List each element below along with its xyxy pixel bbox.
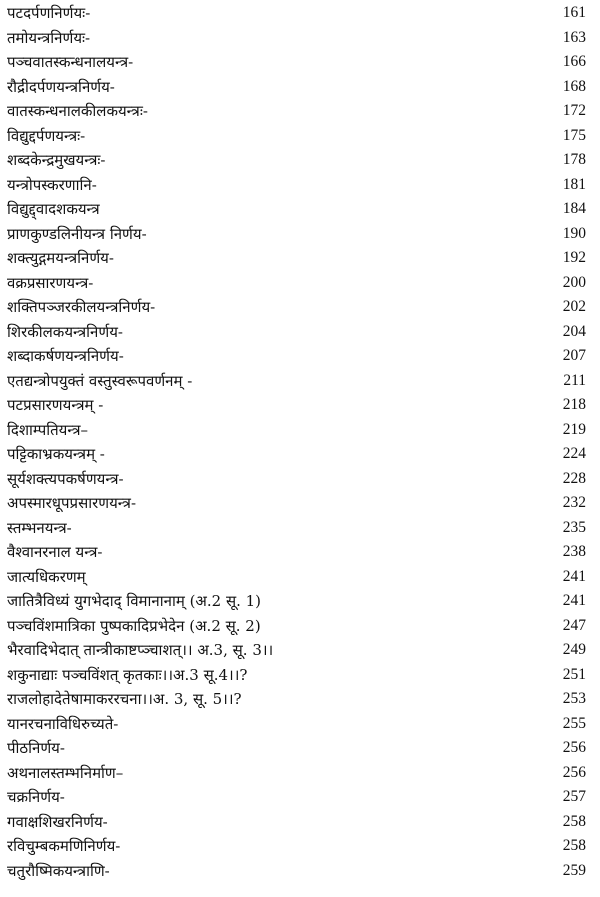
toc-entry xyxy=(0,565,600,590)
toc-entry xyxy=(0,124,600,149)
entry-page-number: 241 xyxy=(562,592,586,609)
entry-page-number: 256 xyxy=(562,739,586,756)
entry-title: राजलोहादेतेषामाकररचना।।अ. 3, सू. 5।।? xyxy=(7,690,242,708)
entry-title: रौद्रीदर्पणयन्त्रनिर्णय- xyxy=(7,77,115,96)
entry-page-number: 161 xyxy=(562,4,586,21)
toc-entry xyxy=(0,712,600,737)
entry-page-number: 247 xyxy=(562,616,586,634)
entry-page-number: 175 xyxy=(562,126,586,144)
entry-page-number: 192 xyxy=(562,249,586,266)
entry-title: तमोयन्त्रनिर्णयः- xyxy=(7,28,91,47)
entry-page-number: 181 xyxy=(562,175,586,193)
entry-page-number: 255 xyxy=(562,714,586,732)
entry-page-number: 200 xyxy=(562,273,586,291)
toc-entry xyxy=(0,663,600,688)
entry-title: चक्रनिर्णय- xyxy=(7,788,65,806)
toc-entry xyxy=(0,491,600,516)
entry-page-number: 163 xyxy=(562,28,586,46)
entry-page-number: 202 xyxy=(562,298,586,315)
toc-entry xyxy=(0,442,600,467)
toc-entry xyxy=(0,810,600,835)
entry-title: यानरचनाविधिरुच्यते- xyxy=(7,714,119,733)
entry-page-number: 166 xyxy=(562,53,586,70)
toc-entry xyxy=(0,320,600,345)
toc-entry xyxy=(0,736,600,761)
entry-page-number: 224 xyxy=(562,445,586,462)
entry-title: जातित्रैविध्यं युगभेदाद् विमानानाम् (अ.2 सू. 1) xyxy=(7,592,262,610)
toc-entry xyxy=(0,50,600,75)
toc-entry xyxy=(0,859,600,884)
entry-page-number: 241 xyxy=(562,567,586,585)
entry-page-number: 207 xyxy=(562,347,586,364)
toc-entry xyxy=(0,761,600,786)
toc-entry xyxy=(0,418,600,443)
entry-title: भैरवादिभेदात् तान्त्रीकाष्टप्ञ्चाशत्।। अ.3, सू. 3।। xyxy=(7,641,274,659)
entry-title: सूर्यशक्त्यपकर्षणयन्त्र- xyxy=(7,469,124,488)
entry-page-number: 228 xyxy=(562,469,586,487)
entry-title: पीठनिर्णय- xyxy=(7,739,65,757)
toc-entry xyxy=(0,393,600,418)
toc-entry xyxy=(0,687,600,712)
entry-page-number: 259 xyxy=(562,861,586,879)
entry-title: चतुरौष्मिकयन्त्राणि- xyxy=(7,861,110,880)
entry-page-number: 219 xyxy=(562,420,586,438)
toc-entry xyxy=(0,26,600,51)
entry-title: शिरकीलकयन्त्रनिर्णय- xyxy=(7,322,123,341)
toc-entry xyxy=(0,638,600,663)
entry-title: वक्रप्रसारणयन्त्र- xyxy=(7,273,94,292)
toc-entry xyxy=(0,344,600,369)
toc-entry xyxy=(0,785,600,810)
entry-page-number: 172 xyxy=(562,102,586,119)
toc-entry xyxy=(0,516,600,541)
entry-title: जात्यधिकरणम् xyxy=(7,567,86,586)
entry-title: प्राणकुण्डलिनीयन्त्र निर्णय- xyxy=(7,224,147,243)
table-of-contents xyxy=(0,1,600,883)
entry-page-number: 253 xyxy=(562,690,586,707)
toc-entry xyxy=(0,295,600,320)
entry-title: शक्त्युद्गमयन्त्रनिर्णय- xyxy=(7,249,114,267)
toc-entry xyxy=(0,834,600,859)
entry-title: वातस्कन्धनालकीलकयन्त्रः- xyxy=(7,102,148,120)
entry-title: अथनालस्तम्भनिर्माण– xyxy=(7,763,124,782)
entry-page-number: 211 xyxy=(563,371,586,389)
entry-title: रविचुम्बकमणिनिर्णय- xyxy=(7,837,121,855)
toc-entry xyxy=(0,99,600,124)
entry-page-number: 190 xyxy=(562,224,586,242)
entry-title: स्तम्भनयन्त्र- xyxy=(7,518,72,537)
entry-page-number: 184 xyxy=(562,200,586,217)
toc-entry xyxy=(0,246,600,271)
toc-entry xyxy=(0,271,600,296)
entry-page-number: 258 xyxy=(562,812,586,830)
entry-title: शब्दाकर्षणयन्त्रनिर्णय- xyxy=(7,347,124,365)
entry-title: एतद्यन्त्रोपयुक्तं वस्तुस्वरूपवर्णनम् - xyxy=(7,371,193,390)
entry-page-number: 218 xyxy=(562,396,586,413)
entry-title: विद्युद्द्वादशकयन्त्र xyxy=(7,200,100,218)
entry-title: दिशाम्पतियन्त्र– xyxy=(7,420,89,439)
toc-entry xyxy=(0,369,600,394)
entry-title: पटदर्पणनिर्णयः- xyxy=(7,4,91,22)
entry-title: वैश्वानरनाल यन्त्र- xyxy=(7,543,103,561)
entry-title: शकुनाद्याः पञ्चविंशत् कृतकाः।।अ.3 सू.4।।? xyxy=(7,665,248,684)
toc-entry xyxy=(0,148,600,173)
entry-title: पट्टिकाभ्रकयन्त्रम् - xyxy=(7,445,105,463)
entry-page-number: 257 xyxy=(562,788,586,805)
entry-title: शक्तिपञ्जरकीलयन्त्रनिर्णय- xyxy=(7,298,156,316)
entry-page-number: 238 xyxy=(562,543,586,560)
toc-entry xyxy=(0,614,600,639)
toc-entry xyxy=(0,197,600,222)
entry-page-number: 235 xyxy=(562,518,586,536)
toc-entry xyxy=(0,173,600,198)
toc-entry xyxy=(0,75,600,100)
entry-title: गवाक्षशिखरनिर्णय- xyxy=(7,812,108,831)
entry-title: पञ्चवातस्कन्धनालयन्त्र- xyxy=(7,53,134,71)
entry-title: शब्दकेन्द्रमुखयन्त्रः- xyxy=(7,151,106,169)
entry-page-number: 256 xyxy=(562,763,586,781)
toc-entry xyxy=(0,540,600,565)
toc-entry xyxy=(0,222,600,247)
entry-page-number: 168 xyxy=(562,77,586,95)
toc-entry xyxy=(0,589,600,614)
entry-title: यन्त्रोपस्करणानि- xyxy=(7,175,97,194)
entry-page-number: 232 xyxy=(562,494,586,511)
entry-page-number: 204 xyxy=(562,322,586,340)
entry-page-number: 249 xyxy=(562,641,586,658)
entry-page-number: 258 xyxy=(562,837,586,854)
entry-page-number: 251 xyxy=(562,665,586,683)
entry-title: पञ्चविंशमात्रिका पुष्पकादिप्रभेदेन (अ.2 सू. 2) xyxy=(7,616,261,635)
toc-entry xyxy=(0,467,600,492)
toc-entry xyxy=(0,1,600,26)
entry-title: पटप्रसारणयन्त्रम् - xyxy=(7,396,104,414)
entry-title: अपस्मारधूपप्रसारणयन्त्र- xyxy=(7,494,137,512)
entry-title: विद्युद्दर्पणयन्त्रः- xyxy=(7,126,86,145)
entry-page-number: 178 xyxy=(562,151,586,168)
